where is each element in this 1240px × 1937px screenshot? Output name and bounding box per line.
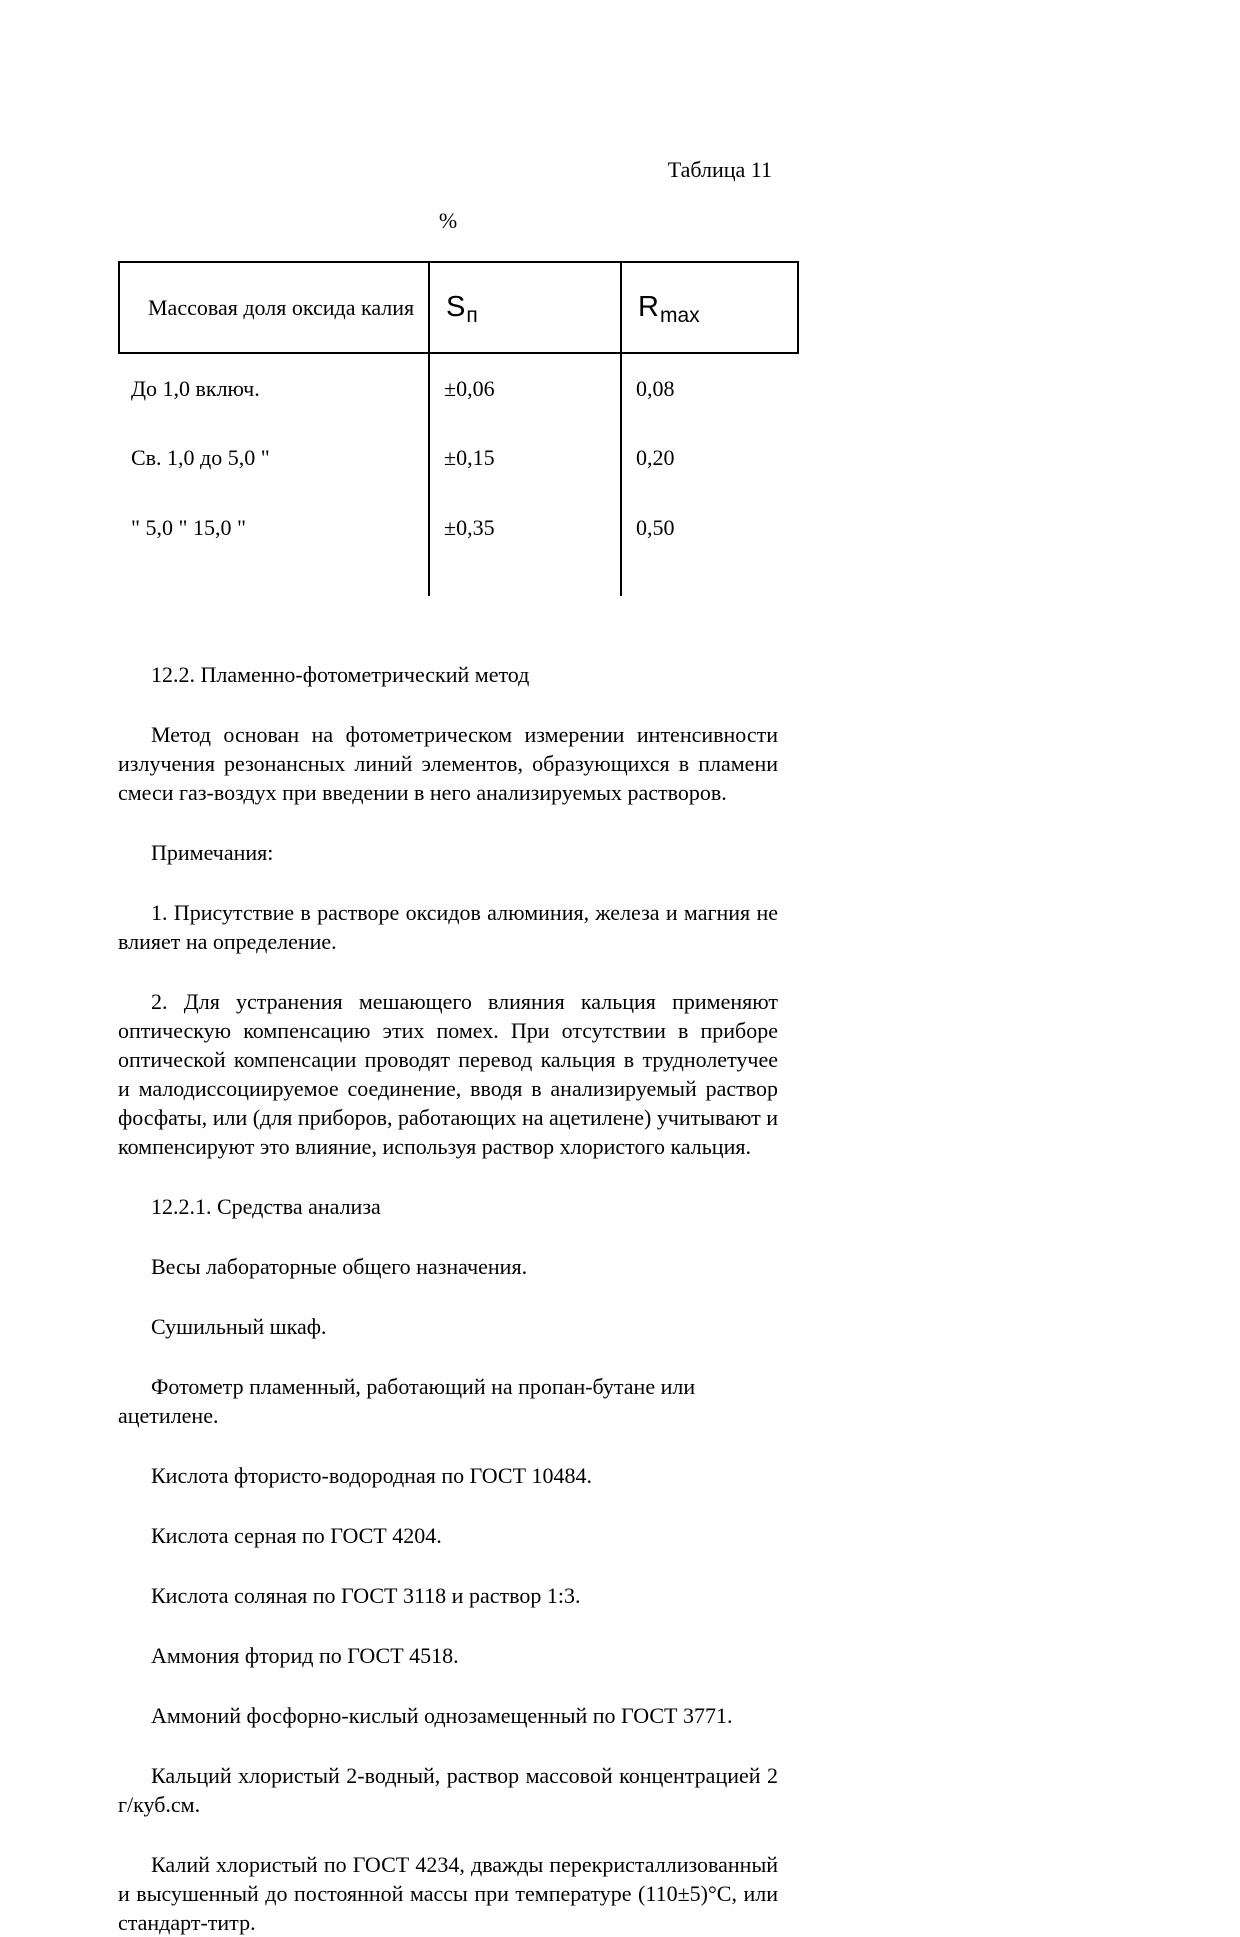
cell-rmax: 0,50 xyxy=(621,493,798,563)
cell-sn: ±0,35 xyxy=(429,493,621,563)
cell-empty xyxy=(119,563,429,596)
section-heading-12-2-1: 12.2.1. Средства анализа xyxy=(151,1194,381,1219)
cell-sn: ±0,15 xyxy=(429,423,621,493)
paragraph-item-potassium-chloride: Калий хлористый по ГОСТ 4234, дважды перекристаллизованный и высушенный до постоянной массы при температуре (110±5)°С, или стандарт-титр. xyxy=(118,1852,778,1935)
paragraph-item-sulfuric-acid: Кислота серная по ГОСТ 4204. xyxy=(151,1523,442,1548)
table-row xyxy=(119,493,798,563)
section-heading-12-2: 12.2. Пламенно-фотометрический метод xyxy=(151,662,530,687)
cell-range: Св. 1,0 до 5,0 " xyxy=(131,445,270,470)
column-header-rmax xyxy=(621,262,798,353)
cell-rmax: 0,08 xyxy=(621,353,798,423)
table-caption: Таблица 11 xyxy=(667,157,772,182)
paragraph-item-drying-oven: Сушильный шкаф. xyxy=(151,1314,327,1339)
paragraph-note-2: 2. Для устранения мешающего влияния кальция применяют оптическую компенсацию этих помех. При отсутствии в приборе оптической компенсации проводят перевод кальция в труднолетучее и малодиссоциируемое соединение, вводя в анализируемый раствор фосфаты, или (для приборов, работающих на ацетилене) учитывают и компенсируют это влияние, используя раствор хлористого кальция. xyxy=(118,989,778,1159)
body-text xyxy=(118,660,778,1937)
sn-subscript: п xyxy=(466,304,478,327)
paragraph-item-ammonium-phosphate: Аммоний фосфорно-кислый однозамещенный по ГОСТ 3771. xyxy=(151,1703,733,1728)
notes-label: Примечания: xyxy=(151,840,274,865)
paragraph-item-hydrochloric-acid: Кислота соляная по ГОСТ 3118 и раствор 1:3. xyxy=(151,1583,581,1608)
cell-rmax: 0,20 xyxy=(621,423,798,493)
cell-empty xyxy=(429,563,621,596)
column-header-mass-fraction: Массовая доля оксида калия xyxy=(119,262,429,353)
cell-sn: ±0,06 xyxy=(429,353,621,423)
rmax-symbol: R xyxy=(638,291,659,323)
cell-range: До 1,0 включ. xyxy=(131,375,260,401)
sn-symbol: S xyxy=(446,291,466,323)
unit-label: % xyxy=(438,208,458,233)
table-row xyxy=(119,423,798,493)
paragraph-item-hf-acid: Кислота фтористо-водородная по ГОСТ 10484. xyxy=(151,1463,593,1488)
cell-empty xyxy=(621,563,798,596)
paragraph-item-ammonium-fluoride: Аммония фторид по ГОСТ 4518. xyxy=(151,1643,459,1668)
tolerance-table xyxy=(118,261,799,596)
table-header-row xyxy=(119,262,798,353)
paragraph-item-scales: Весы лабораторные общего назначения. xyxy=(151,1254,528,1279)
paragraph-item-calcium-chloride: Кальций хлористый 2-водный, раствор массовой концентрацией 2 г/куб.см. xyxy=(118,1763,778,1817)
cell-range: " 5,0 " 15,0 " xyxy=(131,515,246,540)
content-column xyxy=(118,0,778,1937)
column-header-sn xyxy=(429,262,621,353)
paragraph-note-1: 1. Присутствие в растворе оксидов алюминия, железа и магния не влияет на определение. xyxy=(118,900,778,954)
table-filler-row xyxy=(119,563,798,596)
rmax-subscript: max xyxy=(659,304,700,327)
paragraph-method-description: Метод основан на фотометрическом измерении интенсивности излучения резонансных линий элементов, образующихся в пламени смеси газ-воздух при введении в него анализируемых растворов. xyxy=(118,722,778,805)
table-row xyxy=(119,353,798,423)
paragraph-item-photometer: Фотометр пламенный, работающий на пропан-бутане или ацетилене. xyxy=(118,1374,696,1428)
